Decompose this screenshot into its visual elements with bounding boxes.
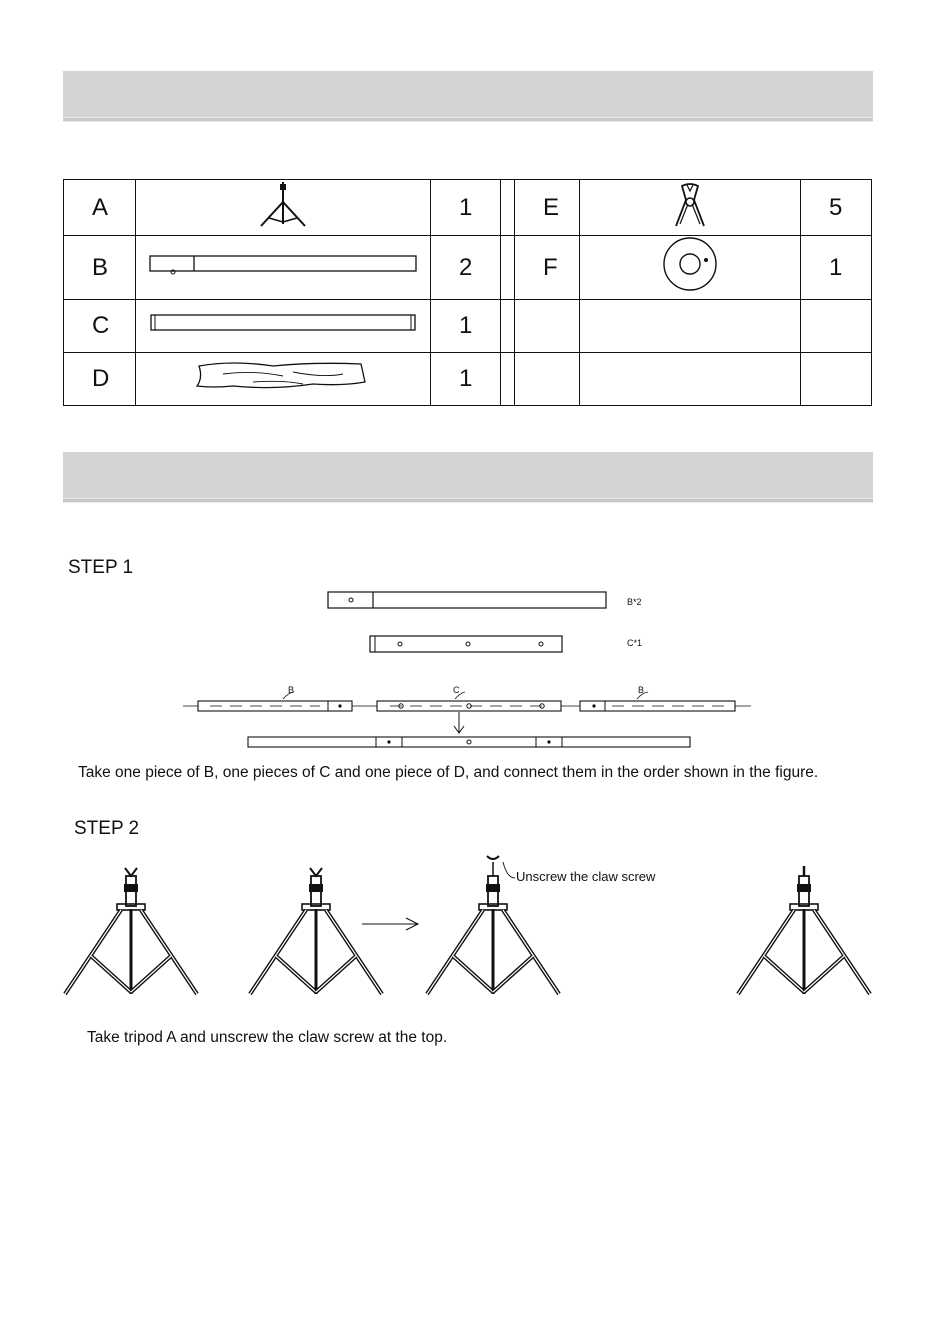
label-b-left: B [288, 685, 295, 695]
label-c-times-1: C*1 [627, 638, 643, 648]
part-letter: D [64, 353, 136, 406]
part-letter: A [64, 180, 136, 236]
label-b-right: B [638, 685, 645, 695]
step-1-title: STEP 1 [68, 557, 134, 578]
part-quantity: 2 [431, 236, 501, 300]
claw-screw-callout: Unscrew the claw screw [516, 869, 656, 884]
step-1-instruction: Take one piece of B, one pieces of C and one piece of D, and connect them in the order shown in the figure. [78, 764, 819, 781]
part-letter: B [64, 236, 136, 300]
part-letter: E [515, 180, 580, 236]
part-quantity: 1 [431, 353, 501, 406]
part-letter: C [64, 300, 136, 353]
part-quantity: 1 [801, 236, 872, 300]
label-c-middle: C [453, 685, 460, 695]
part-quantity: 1 [431, 300, 501, 353]
step-2-instruction: Take tripod A and unscrew the claw screw at the top. [87, 1029, 448, 1046]
part-quantity: 1 [431, 180, 501, 236]
part-quantity: 5 [801, 180, 872, 236]
step-2-title: STEP 2 [74, 818, 140, 839]
part-letter: F [515, 236, 580, 300]
label-b-times-2: B*2 [627, 597, 642, 607]
